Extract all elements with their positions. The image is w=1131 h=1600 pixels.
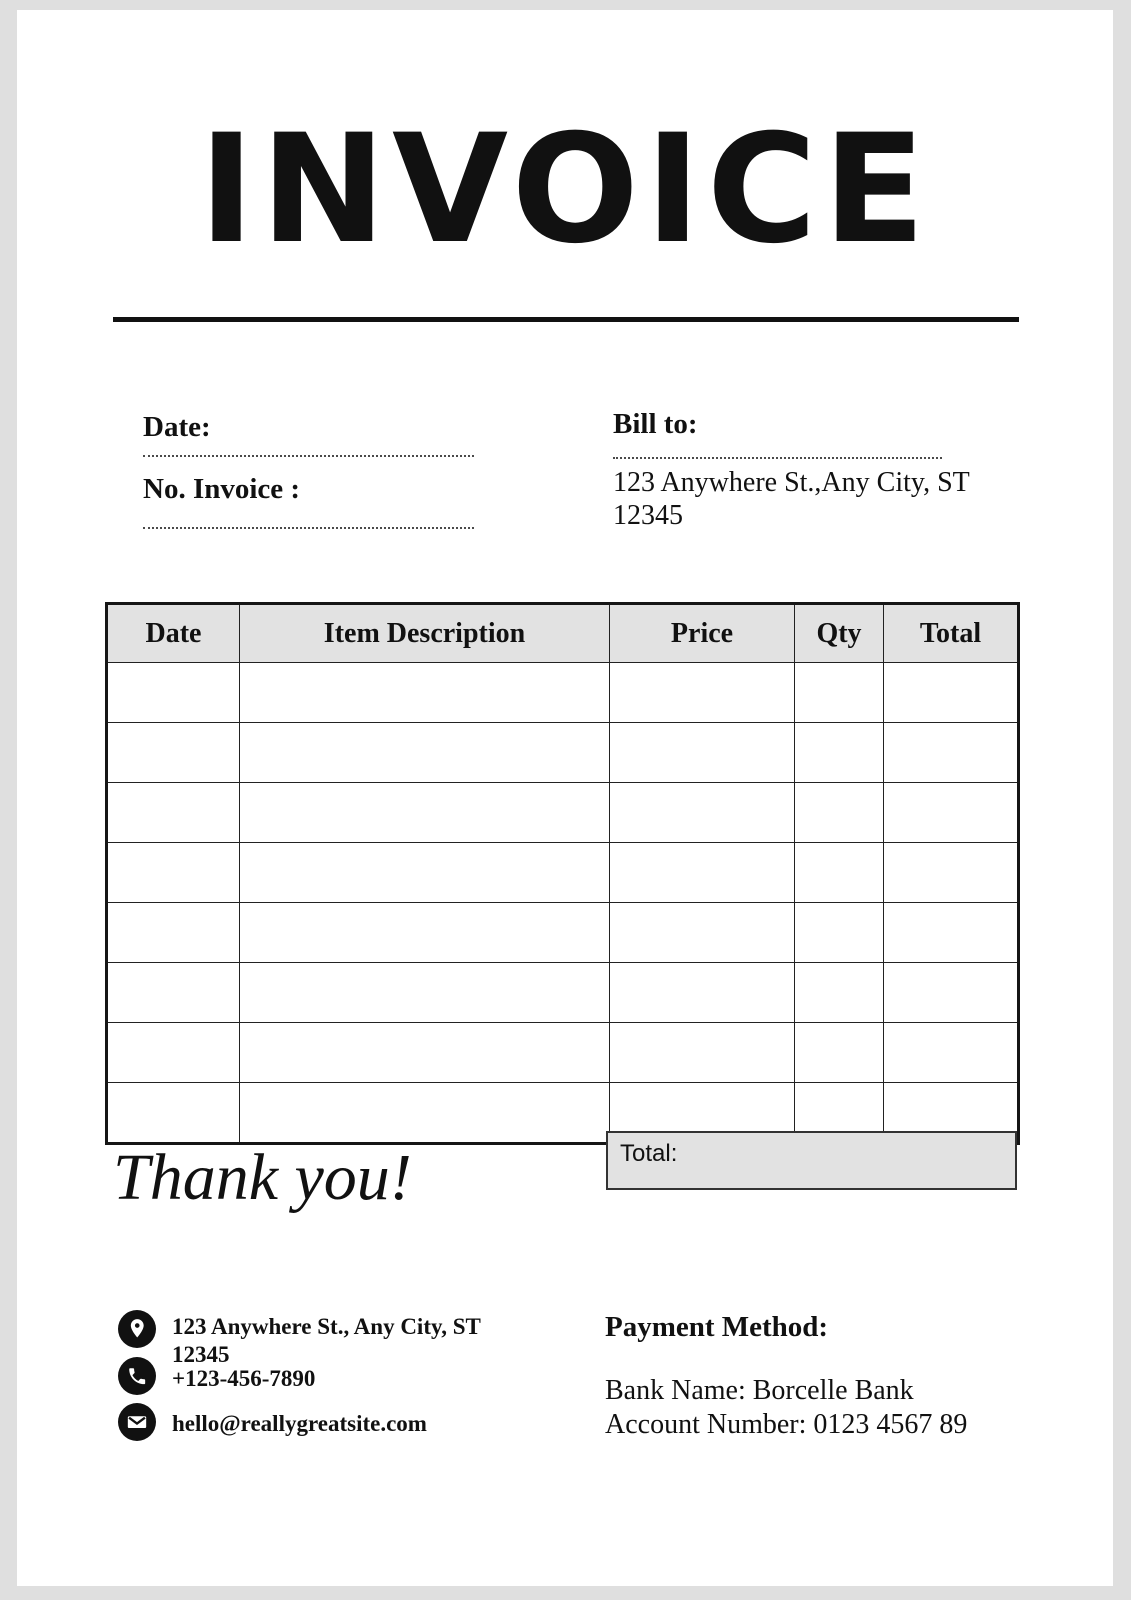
table-cell (795, 1023, 884, 1083)
bill-to-fill-line (613, 457, 942, 459)
date-fill-line (143, 455, 474, 457)
table-cell (240, 903, 610, 963)
items-table (105, 602, 1020, 1145)
page-title: INVOICE (198, 103, 932, 277)
table-cell (240, 1023, 610, 1083)
table-row (107, 723, 1019, 783)
table-cell (884, 843, 1019, 903)
date-label: Date: (143, 411, 211, 443)
table-cell (795, 783, 884, 843)
items-table-header-row (107, 604, 1019, 663)
table-cell (610, 663, 795, 723)
title-underline (113, 317, 1019, 322)
table-cell (107, 843, 240, 903)
table-cell (240, 783, 610, 843)
table-cell (240, 1083, 610, 1144)
payment-method-heading: Payment Method: (605, 1311, 829, 1343)
column-header-price: Price (610, 604, 795, 663)
table-cell (795, 963, 884, 1023)
table-cell (610, 903, 795, 963)
table-row (107, 963, 1019, 1023)
column-header-item-description: Item Description (240, 604, 610, 663)
table-cell (884, 663, 1019, 723)
table-cell (610, 843, 795, 903)
column-header-date: Date (107, 604, 240, 663)
contact-email: hello@reallygreatsite.com (172, 1411, 427, 1436)
table-cell (795, 903, 884, 963)
table-cell (795, 663, 884, 723)
thank-you-note: Thank you! (113, 1141, 412, 1214)
table-row (107, 1023, 1019, 1083)
table-cell (884, 783, 1019, 843)
table-cell (610, 723, 795, 783)
table-row (107, 903, 1019, 963)
grand-total-box (606, 1131, 1017, 1190)
email-icon (118, 1403, 156, 1441)
table-cell (107, 903, 240, 963)
table-cell (107, 663, 240, 723)
table-row (107, 843, 1019, 903)
invoice-number-label: No. Invoice : (143, 473, 301, 505)
grand-total-label: Total: (620, 1140, 678, 1167)
invoice-page (17, 10, 1113, 1586)
table-row (107, 783, 1019, 843)
invoice-number-fill-line (143, 527, 474, 529)
column-header-total: Total (884, 604, 1019, 663)
table-cell (240, 663, 610, 723)
table-cell (107, 1023, 240, 1083)
payment-bank-name: Bank Name: Borcelle Bank (605, 1375, 914, 1406)
bill-to-label: Bill to: (613, 408, 698, 440)
table-cell (107, 963, 240, 1023)
table-cell (795, 843, 884, 903)
table-cell (240, 963, 610, 1023)
payment-account-number: Account Number: 0123 4567 89 (605, 1409, 968, 1440)
table-cell (610, 1023, 795, 1083)
table-cell (884, 723, 1019, 783)
table-cell (107, 783, 240, 843)
table-cell (610, 783, 795, 843)
table-cell (884, 963, 1019, 1023)
location-pin-icon (118, 1310, 156, 1348)
table-cell (107, 723, 240, 783)
table-cell (610, 963, 795, 1023)
contact-address: 123 Anywhere St., Any City, ST 12345 (172, 1314, 481, 1367)
table-cell (795, 723, 884, 783)
phone-icon (118, 1357, 156, 1395)
table-cell (240, 723, 610, 783)
table-row (107, 663, 1019, 723)
table-cell (884, 1023, 1019, 1083)
table-cell (884, 903, 1019, 963)
table-cell (240, 843, 610, 903)
bill-to-address: 123 Anywhere St.,Any City, ST 12345 (613, 467, 970, 531)
contact-phone: +123-456-7890 (172, 1366, 316, 1391)
table-cell (107, 1083, 240, 1144)
column-header-qty: Qty (795, 604, 884, 663)
